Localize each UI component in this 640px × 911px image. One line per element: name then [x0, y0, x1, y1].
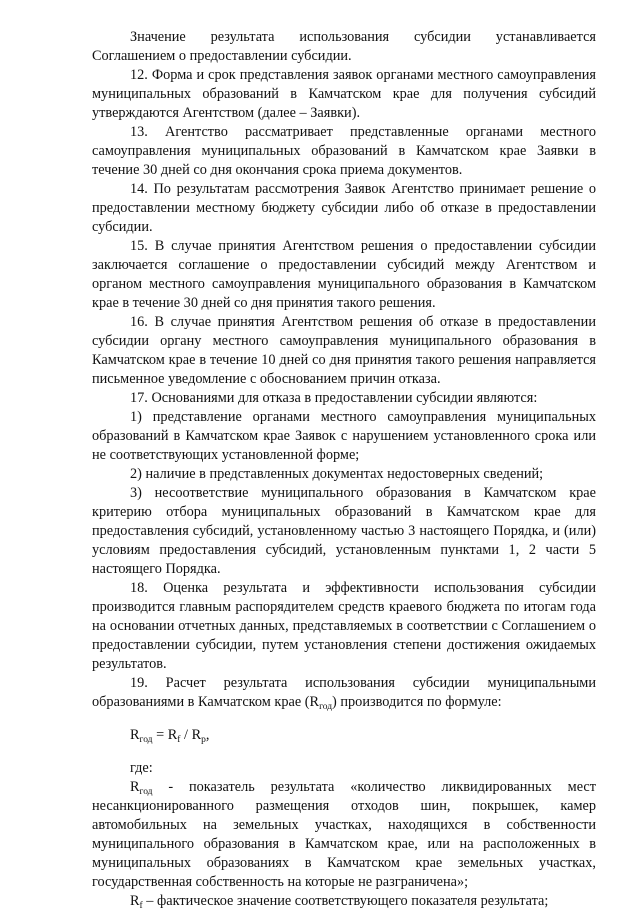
formula-sub-f: f: [177, 735, 181, 745]
formula-r-god: R: [130, 727, 140, 743]
definition-r-god-text: - показатель результата «количество ликвидированных мест несанкционированного размещения отходов шин, покрышек, камер автомобильных на земельных участках, находящихся в собственности муниципального образования в Камчатском крае, или на расположенных в муниципальных образованиях в Камчатском крае земельных участках, государственная собственность на которые не разграничена»;: [92, 779, 596, 890]
paragraph-15: 15. В случае принятия Агентством решения о предоставлении субсидии заключается соглашение о предоставлении субсидий между Агентством и органом местного самоуправления муниципального образования в Камчатском крае в течение 30 дней со дня принятия такого решения.: [92, 238, 596, 311]
paragraph-17-item-2: 2) наличие в представленных документах недостоверных сведений;: [130, 466, 544, 482]
definition-r-god: [92, 778, 596, 892]
definition-r-f-symbol: R: [130, 893, 140, 909]
paragraph-19-text: 19. Расчет результата использования субсидии муниципальными образованиями в Камчатском крае (R: [92, 675, 596, 710]
formula-sub-p: p: [201, 735, 206, 745]
paragraph-17: 17. Основаниями для отказа в предоставлении субсидии являются:: [130, 390, 538, 406]
formula: [130, 726, 596, 745]
paragraph-intro: Значение результата использования субсидии устанавливается Соглашением о предоставлении субсидии.: [92, 29, 596, 64]
definition-r-god-subscript: год: [139, 787, 153, 797]
paragraph-12: 12. Форма и срок представления заявок органами местного самоуправления муниципальных образований в Камчатском крае для получения субсидий утверждаются Агентством (далее – Заявки).: [92, 67, 596, 121]
paragraph-19: [92, 674, 596, 712]
paragraph-16: 16. В случае принятия Агентством решения об отказе в предоставлении субсидии органу местного самоуправления муниципального образования в Камчатском крае в течение 10 дней со дня принятия такого решения направляется письменное уведомление с обоснованием причин отказа.: [92, 314, 596, 387]
definition-r-f: [92, 892, 596, 911]
where-label: где:: [130, 760, 153, 776]
formula-equals-rf: = R: [152, 727, 178, 743]
paragraph-17-item-3: 3) несоответствие муниципального образования в Камчатском крае критерию отбора муниципальных образований в Камчатском крае для предоставления субсидий, установленному частью 3 настоящего Порядка, и (или) условиям предоставления субсидий, установленным пунктами 1, 2 части 5 настоящего Порядка.: [92, 485, 596, 577]
definition-r-f-text: – фактическое значение соответствующего показателя результата;: [142, 893, 549, 909]
paragraph-17-item-1: 1) представление органами местного самоуправления муниципальных образований в Камчатском крае Заявок с нарушением установленного срока или не соответствующих установленной форме;: [92, 409, 596, 463]
formula-sub-god: год: [139, 735, 153, 745]
paragraph-13: 13. Агентство рассматривает представленные органами местного самоуправления муниципальных образований в Камчатском крае Заявки в течение 30 дней со дня окончания срока приема документов.: [92, 124, 596, 178]
paragraph-18: 18. Оценка результата и эффективности использования субсидии производится главным распорядителем средств краевого бюджета по итогам года на основании отчетных данных, представляемых в соответствии с Соглашением о предоставлении субсидии, путем установления степени достижения ожидаемых результатов.: [92, 580, 596, 672]
paragraph-19-text-end: ) производится по формуле:: [332, 694, 502, 710]
paragraph-19-subscript: год: [319, 702, 333, 712]
formula-comma: ,: [205, 727, 210, 743]
paragraph-14: 14. По результатам рассмотрения Заявок Агентство принимает решение о предоставлении местному бюджету субсидии либо об отказе в предоставлении субсидии.: [92, 181, 596, 235]
definition-r-f-subscript: f: [139, 901, 143, 911]
definition-r-god-symbol: R: [130, 779, 140, 795]
formula-div-rp: / R: [180, 727, 202, 743]
